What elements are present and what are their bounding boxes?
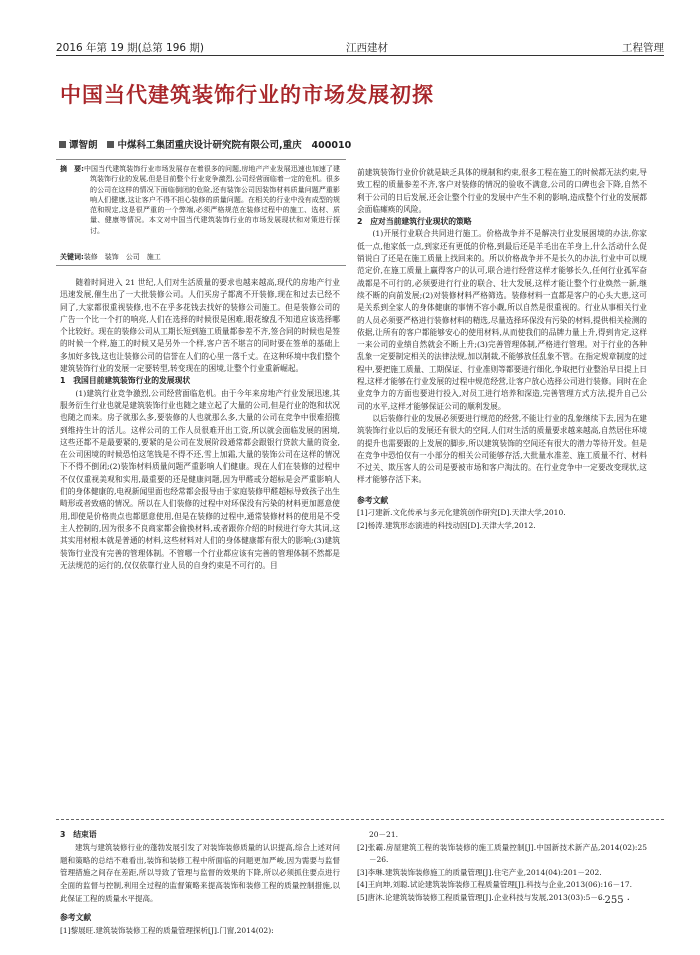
issue-label: 2016 年第 19 期(总第 196 期) [56, 42, 205, 54]
page-number: · 255 · [598, 895, 630, 906]
running-header [56, 40, 664, 54]
section-name: 工程管理 [622, 42, 664, 54]
intro-paragraph: 随着时间进入 21 世纪,人们对生活质量的要求也越来越高,现代的房地产行业迅速发展,催生出了一大批装修公司。人们买房子都离不开装修,现在和过去已经不同了,大家都很重视装修,也不在乎多花钱去找好的装修公司施工。但是装修公司的广告一个比一个打的响亮,人们在选择的时候很是困难,眼花缭乱不知道应该选择哪个比较好。现在的装修公司从工期长短到施工质量都参差不齐,签合同的时候也是签的时候一个样,施工的时候又是另外一个样,客户苦不堪言的同时要在签单的基础上多加好多钱,这也让装修公司的信誉在人们的心里一落千丈。在这种环境中我们整个建筑装饰行业的发展一定要转型,转变现在的困境,让整个行业重新崛起。 [60, 278, 340, 374]
conclusion-heading: 3 结束语 [60, 830, 97, 839]
reference-item: [2]杨涛.建筑形态演进的科技动因[D].天津大学,2012. [357, 520, 536, 530]
reference-item: [4]王向坤,刘聪.试论建筑装饰装修工程质量管理[J].科技与企业,2013(06):16－17. [357, 880, 632, 889]
body-paragraph: 以后装修行业的发展必须要进行规范的经营,不能让行业的乱象继续下去,因为在建筑装饰行业以后的发展还有很大的空间,人们对生活的质量要求越来越高,自然居住环境的提升也需要跟的上发展的脚步,所以建筑装饰的空间还有很大的潜力等待开发。但是在竞争中恐怕仅有一小部分的相关公司能够存活,大批量水准差、施工质量不行、材料不过关、欺压客人的公司是要被市场和客户淘汰的。在行业竞争中一定要改变现状,这样才能够存活下来。 [357, 413, 647, 485]
postcode: 400010 [311, 140, 352, 151]
abstract [60, 164, 340, 236]
abstract-bottom-rule [56, 265, 346, 266]
references-heading: 参考文献 [357, 495, 389, 505]
article-title: 中国当代建筑装饰行业的市场发展初探 [60, 83, 434, 107]
keywords-text: 装修 装饰 公司 施工 [83, 253, 161, 261]
reference-item: [5]唐沐.论建筑装饰装修工程质量管理[J].企业科技与发展,2013(03):5－6. [357, 892, 606, 902]
conclusion-block [60, 829, 340, 937]
abstract-top-rule [56, 159, 346, 160]
reference-item: [3]李琳.建筑装饰装修施工的质量管理[J].住宅产业,2014(04):201－202. [357, 867, 602, 877]
keywords-label: 关键词: [60, 253, 84, 261]
journal-name: 江西建材 [346, 42, 388, 54]
reference-item: [1]刁建新.文化传承与多元化建筑创作研究[D].天津大学,2010. [357, 508, 566, 518]
conclusion-paragraph: 建筑与建筑装修行业的蓬勃发展引发了对装饰装修质量的认识提高,综合上述对问题和策略的总结不难看出,装饰和装修工程中所面临的问题更加严峻,因为需要与监督管理措施之间存在差距,所以导致了管理与监督的效果的下降,所以必须抓住要点进行全面的监督与控制,利用全过程的监督策略来提高装饰和装修工程的质量控制措施,以此保证工程的质量水平提高。 [60, 842, 340, 903]
right-column [357, 167, 647, 532]
square-bullet-icon [107, 141, 114, 148]
keywords [60, 252, 340, 262]
reference-continuation: 20－21. [369, 830, 398, 839]
square-bullet-icon [59, 141, 66, 148]
section-heading: 1 我国目前建筑装饰行业的发展现状 [60, 376, 191, 386]
references-heading: 参考文献 [60, 912, 92, 922]
header-rule [56, 55, 664, 56]
body-paragraph: (1)开展行业联合共同进行施工。价格战争并不是解决行业发展困境的办法,你家低一点,他家低一点,到家还有更低的价格,到最后还是羊毛出在羊身上,什么活动什么促销说白了还是在施工质量上找回来的。所以价格战争并不是长久的办法,行业中可以规范定价,在施工质量上赢得客户的认可,联合进行经营这样才能够长久,任何行业孤军奋战都是不可行的,必须要进行行业的联合、壮大发展,这样才能让整个行业焕然一新,继续不断的向前发展;(2)对装修材料严格筛选。装修材料一直都是客户的心头大患,这可是关系到全家人的身体健康的事情不容小觑,所以自然是很重视的。行业从事相关行业的人员必须要严格进行装修材料的精选,尽量选择环保没有污染的材料,提供相关检测的依据,让所有的客户都能够安心的使用材料,从而使我们的品牌力量上升,得到肯定,这样一来公司的业绩自然就会不断上升;(3)完善管理体制,严格进行管理。对于行业的各种乱象一定要制定相关的法律法规,加以制裁,不能够放任乱象不管。在指定规章制度的过程中,要把施工质量、工期保证、行业准则等都要进行细化,争取把行业整治早日提上日程,这样才能够在行业发展的过程中规范经营,让客户放心选择公司进行装修。同时在企业竞争力的方面也要进行投入,对员工进行培养和深造,完善管理方式方法,提升自己公司的水平,这样才能够保证公司的顺利发展。 [357, 229, 647, 411]
author-name: 谭智朗 [69, 140, 98, 151]
body-paragraph: 前建筑装饰行业价价就是缺乏具体的规制和约束,很多工程在施工的时候都无法约束,导致工程的质量参差不齐,客户对装修的情况的验收不满意,公司的口碑也会下降,自然不利于公司的日后发展,还会让整个行业的发展中产生不利的影响,造成整个行业的发展都会面临瘫痪的风险。 [357, 168, 647, 214]
affiliation: 中煤科工集团重庆设计研究院有限公司,重庆 [117, 140, 302, 151]
reference-item: [1]黎展旺.建筑装饰装修工程的质量管理探析[J].门窗,2014(02): [60, 925, 274, 935]
author-line [59, 137, 351, 151]
abstract-label: 摘 要: [60, 165, 84, 173]
reference-list [357, 507, 647, 532]
abstract-text: 中国当代建筑装饰行业市场发展存在着很多的问题,房地产产业发展迅速也加速了建筑装饰行业的发展,但是目前整个行业竞争激烈,公司经营面临着一定的危机。很多的公司在这样的情况下面临倒闭的危险,还有装饰公司因装饰材料质量问题严重影响人们健康,这让客户不得不担心装修的质量问题。在相关的行业中没有成型的规范和规定,这是很严重的一个弊端,必须严格规范在装修过程中的施工、选材、质量、健康等情况。本文对中国当代建筑装饰行业的市场发展现状和对策进行探讨。 [83, 165, 340, 235]
section-heading: 2 应对当前建筑行业现状的策略 [357, 217, 472, 227]
left-column [60, 277, 340, 572]
section-divider [56, 819, 664, 820]
bottom-references [357, 829, 647, 904]
body-paragraph: (1)建筑行业竞争激烈,公司经营面临危机。由于今年来房地产行业发展迅速,其服务衍生行业也就是建筑装饰行业也随之建立起了大量的公司,但是行业的饱和状况也随之而来。房子就那么多,要装修的人也就那么多,大量的公司在竞争中很难招揽到维持生计的活儿。这样公司的工作人员很难开出工资,所以就会面临发展的困境,这些还都不是最要紧的,要紧的是公司在发展阶段通常都会跟银行贷款大量的资金,在公司困境的时候恐怕这笔钱是不得不还,雪上加霜,大量的装饰公司在这样的情况下不得不倒闭;(2)装饰材料质量问题严重影响人们健康。现在人们在装修的过程中不仅仅重视美观和实用,最重要的还是健康问题,因为甲醛或分超标是会严重影响人们的身体健康的,电视新闻里面也经常都会报导由于家庭装修甲醛超标导致孩子出生畸形或者致癌的情况。所以在人们装修的过程中对环保没有污染的材料更加愿意使用,即使是价格贵点也都愿意使用,但是在装修的过程中,通常装修材料的使用是不受主人控制的,因为很多不良商家都会偷换材料,或者跟你介绍的时候进行夸大其词,这其实用材根本就是普通的材料,这些材料对人们的身体健康都有很大的影响;(3)建筑装饰行业没有完善的管理体制。不管哪一个行业都应该有完善的管理体制不然都是无法规范的运行的,仅仅依靠行业人员的自身约束是不可行的。目 [60, 388, 340, 570]
reference-item: [2]张霸.房屋建筑工程的装饰装修的施工质量控制[J].中国新技术新产品,2014(02):25－26. [357, 842, 647, 864]
